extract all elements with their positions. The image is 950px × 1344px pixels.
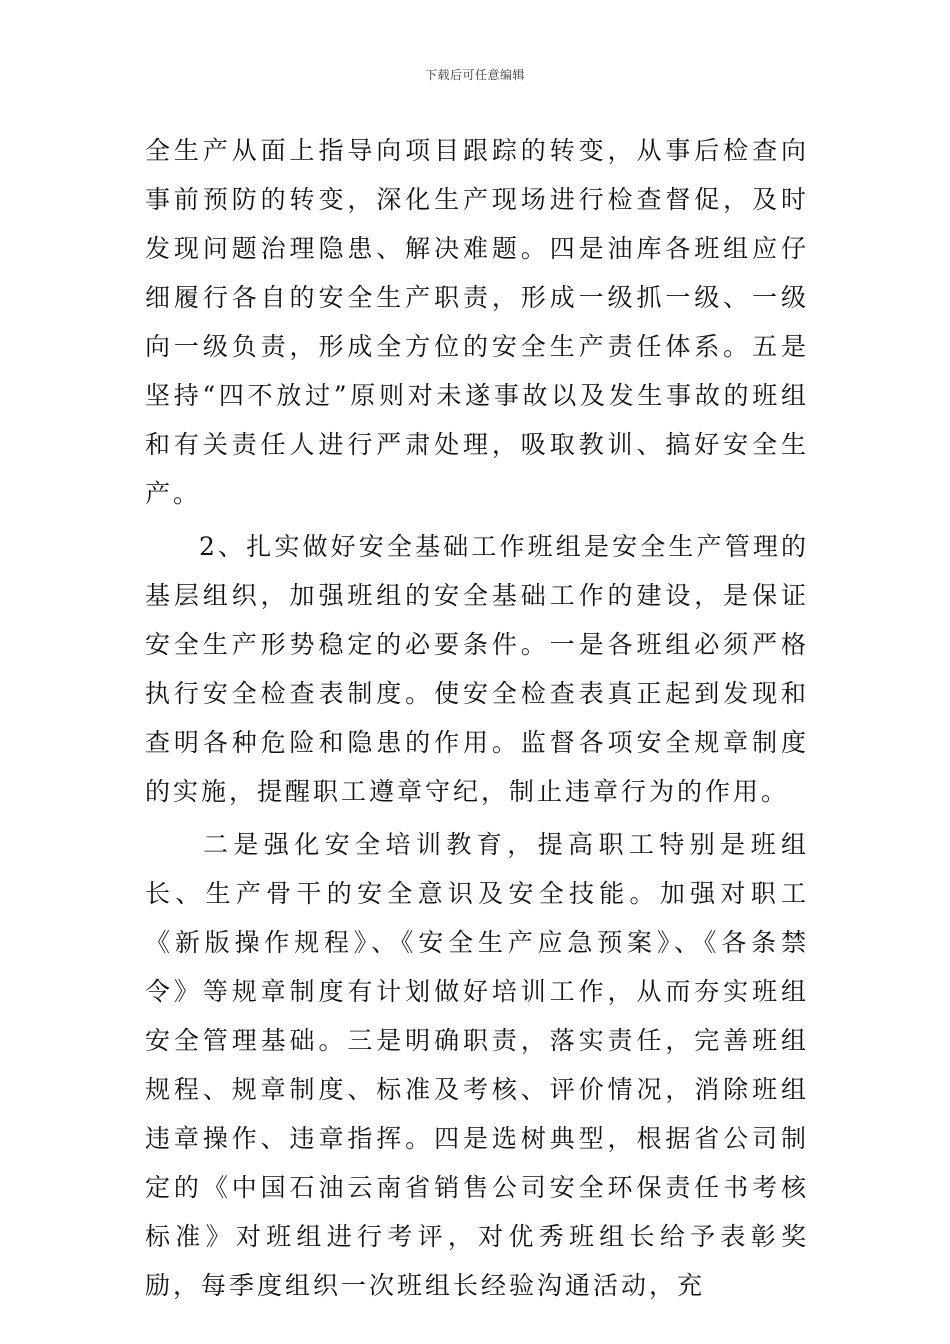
document-body: [145, 126, 809, 1310]
paragraph-1: 全生产从面上指导向项目跟踪的转变，从事后检查向事前预防的转变，深化生产现场进行检查督促，及时发现问题治理隐患、解决难题。四是油库各班组应仔细履行各自的安全生产职责，形成一级抓一级、一级向一级负责，形成全方位的安全生产责任体系。五是坚持“四不放过”原则对未遂事故以及发生事故的班组和有关责任人进行严肃处理，吸取教训、搞好安全生产。: [145, 136, 809, 508]
page-header: 下载后可任意编辑: [424, 68, 525, 82]
paragraph-3: 二是强化安全培训教育，提高职工特别是班组长、生产骨干的安全意识及安全技能。加强对职工《新版操作规程》、《安全生产应急预案》、《各条禁令》等规章制度有计划做好培训工作，从而夯实班组安全管理基础。三是明确职责，落实责任，完善班组规程、规章制度、标准及考核、评价情况，消除班组违章操作、违章指挥。四是选树典型，根据省公司制定的《中国石油云南省销售公司安全环保责任书考核标准》对班组进行考评，对优秀班组长给予表彰奖励，每季度组织一次班组长经验沟通活动，充: [145, 830, 809, 1300]
paragraph-2: 2、扎实做好安全基础工作班组是安全生产管理的基层组织，加强班组的安全基础工作的建设，是保证安全生产形势稳定的必要条件。一是各班组必须严格执行安全检查表制度。使安全检查表真正起到发现和查明各种危险和隐患的作用。监督各项安全规章制度的实施，提醒职工遵章守纪，制止违章行为的作用。: [145, 532, 809, 806]
